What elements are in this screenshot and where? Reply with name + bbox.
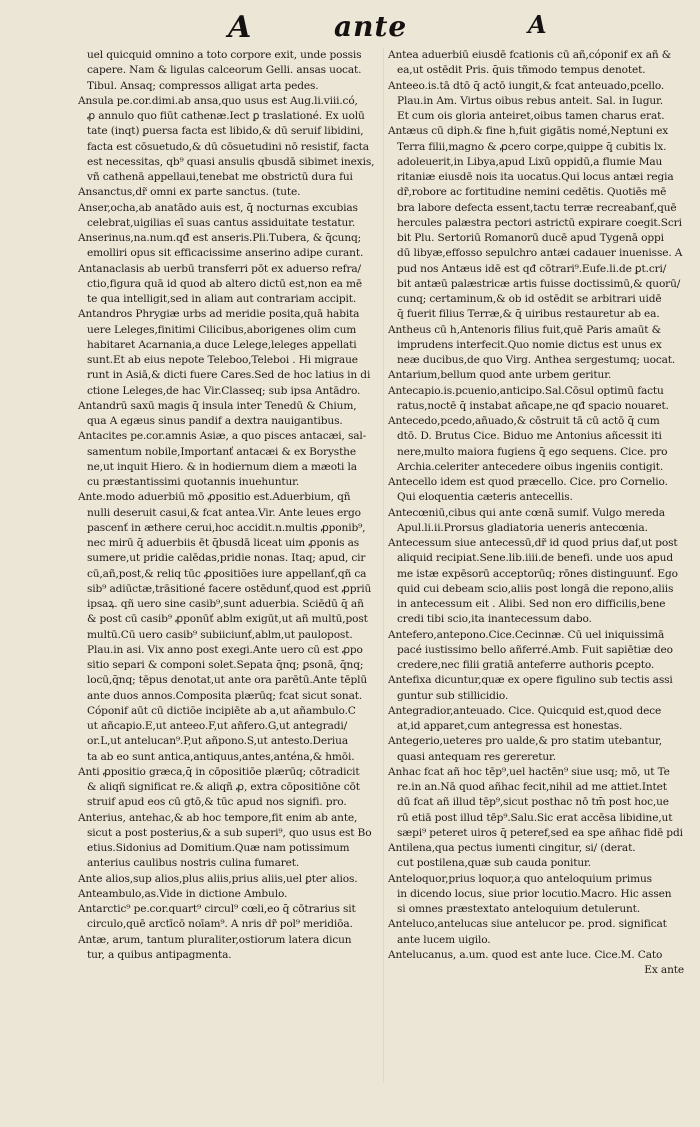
text-line: est necessitas, qb⁹ quasi ansulis qbusdā sibimet inexis, (87, 155, 375, 168)
text-line: Cóponif aūt cū dictiōe incipiēte ab a,ut añambulo.C (87, 704, 356, 717)
text-line: Anti ꝓpositio græca,q̄ in cōpositiōe plærūq; cōtradicit (78, 765, 360, 778)
text-line: ne,ut inquit Hiero. & in hodiernum diem a mæoti la (87, 460, 357, 473)
text-line: in dicendo locus, siue prior locutio.Macro. Hic assen (397, 887, 672, 900)
text-line: ipsaꝝ. qñ uero sine casib⁹,sunt aduerbia. Sciēdū q̄ añ (87, 598, 364, 610)
text-line: Antegerio,ueteres pro ualde,& pro statim utebantur, (388, 735, 662, 748)
text-line: Antegradior,anteuado. Cice. Quicquid est,quod dece (388, 704, 662, 717)
text-line: nec mirū q̄ aduerbiis ēt q̄busdā liceat uim ꝓponis as (87, 537, 360, 549)
text-line: Antecessum siue antecessū,dr̃ id quod prius daf,ut post (388, 537, 678, 549)
text-line: Ante.modo aduerbiū mō ꝓpositio est.Aduerbium, qñ (78, 491, 351, 504)
text-line: facta est cōsuetudo,& dū cōsuetudini nō resistif, facta (87, 140, 369, 153)
text-line: Antæ, arum, tantum pluraliter,ostiorum latera dicun (78, 933, 352, 946)
text-line: vñ cathenā appellaui,tenebat me obstrictū dura fui (87, 171, 353, 183)
text-line: multū.Cū uero casib⁹ subiiciunť,ablm,ut paulopost. (87, 628, 353, 641)
left-column (78, 48, 382, 963)
text-line: Antandrū saxū magis q̄ insula inter Tenedū & Chium, (78, 399, 357, 412)
text-line: Terra filii,magno & ꝓcero corpe,quippe q̄ cubitis lx. (397, 140, 667, 153)
text-line: cut postilena,quæ sub cauda ponitur. (397, 857, 591, 870)
text-line: ꝓ annulo quo fiūt cathenæ.Iect ꝑ traslationé. Ex uolū (87, 110, 365, 122)
text-line: hercules palæstra pectori astrictū expirare coegit.Scri (397, 216, 682, 229)
text-line: Anteloquor,prius loquor,a quo anteloquium primus (388, 872, 652, 885)
text-line: Tibul. Ansaq; compressos alligat arta pedes. (87, 79, 319, 92)
text-line: uel quicquid omnino a toto corpore exit, unde possis (87, 49, 362, 61)
text-line: dr̃,robore ac fortitudine nemini cedētis. Quotiēs mē (397, 186, 667, 199)
text-line: celebrat,uigilias eī suas cantus assiduitate testatur. (87, 216, 356, 229)
right-column (388, 48, 688, 978)
text-line: Anser,ocha,ab anatādo auis est, q̄ nocturnas excubias (78, 201, 358, 214)
text-line: dū libyæ,effosso sepulchro antæi cadauer inuenisse. A (397, 247, 683, 260)
text-line: ctione Leleges,de hac Vir.Classeq; sub ipsa Antādro. (87, 384, 361, 397)
text-line: quid cui debeam scio,aliis post longā die repono,aliis (397, 582, 674, 595)
text-line: sitio separi & componi solet.Sepata q̄nq; ꝑsonā, q̄nq; (87, 659, 364, 671)
text-line: locū,q̄nq; tēpus denotat,ut ante ora parētū.Ante tēplū (87, 674, 368, 687)
text-line: Antheus cū h,Antenoris filius fuit,quē Paris amaūt & (388, 323, 661, 336)
text-line: Antanaclasis ab uerbū transferri pōt ex aduerso refra/ (78, 262, 361, 275)
text-line: si omnes præstextato anteloquium detulerunt. (397, 903, 641, 915)
text-line: Antecœniū,cibus qui ante cœnā sumif. Vulgo mereda (388, 506, 665, 519)
running-header (0, 6, 700, 46)
text-line: pascenť in æthere cerui,hoc accidit.n.multis ꝓponib⁹, (87, 521, 366, 534)
text-line: re.in an.Nā quod añhac fecit,nihil ad me attiet.Intet (397, 781, 667, 793)
text-line: sib⁹ adiūctæ,trāsitioné facere ostēdunť,quod est ꝓpriū (87, 582, 372, 595)
text-line: bit antæū palæstricæ artis fuisse doctissimū,& quorū/ (397, 277, 681, 290)
text-line: Antecello idem est quod præcello. Cice. pro Cornelio. (388, 476, 668, 488)
text-line: cū,añ,post,& reliq tūc ꝓpositiões iure appellanť,qñ ca (87, 567, 367, 580)
text-line: neæ ducibus,de quo Virg. Anthea sergestumq; uocat. (397, 354, 676, 366)
text-line: aliquid recipiat.Sene.lib.iiii.de benefi. unde uos apud (397, 552, 673, 565)
text-line: cu præstantissimi quotannis inuehuntur. (87, 476, 300, 488)
text-line: Antarium,bellum quod ante urbem geritur. (388, 369, 612, 382)
text-line: runt in Asiā,& dicti fuere Cares.Sed de hoc latius in di (87, 369, 371, 382)
text-line: samentum nobile,Importanť antacæi & ex Borysthe (87, 445, 356, 458)
text-line: Antacites pe.cor.amnis Asiæ, a quo pisces antacæi, sal- (78, 430, 367, 443)
text-line: Antefixa dicuntur,quæ ex opere figulino sub tectis assi (388, 674, 673, 687)
text-line: sunt.Et ab eius nepote Teleboo,Teleboi . Hi migraue (87, 354, 358, 366)
text-line: bit Plu. Sertoriū Romanorū ducē apud Tygenā oppi (397, 232, 664, 244)
text-line: tur, a quibus antipagmenta. (87, 948, 232, 961)
text-line: habitaret Acarnania,a duce Lelege,leleges appellati (87, 338, 357, 351)
header-right-initial: A (528, 10, 547, 39)
text-line: Antea aduerbiū eiusdē fcationis cū añ,cóponif ex añ & (388, 49, 672, 61)
text-line: qua A egæus sinus pandif a dextra nauigantibus. (87, 415, 343, 427)
header-left-initial: A (228, 10, 252, 45)
text-line: dtō. D. Brutus Cice. Biduo me Antonius añcessit iti (397, 430, 662, 443)
text-line: ta ab eo sunt antica,antiquus,antes,anténa,& hmōi. (87, 750, 355, 763)
text-line: anterius caulibus nostris culina fumaret. (87, 857, 300, 870)
text-line: Ansula pe.cor.dimi.ab ansa,quo usus est Aug.li.viii.có, (78, 94, 358, 107)
text-line: ut añcapio.E,ut anteeo.F,ut añfero.G,ut antegradi/ (87, 720, 348, 732)
text-line: Anhac fcat añ hoc tēp⁹,uel hactēn⁹ siue usq; mō, ut Te (388, 765, 670, 778)
text-line: Archia.celeriter antecedere oibus ingeniis contigit. (397, 460, 664, 473)
text-line: q̄ fuerit filius Terræ,& q̄ uiribus restauretur ab ea. (397, 308, 660, 321)
text-line: quasi antequam res gereretur. (397, 750, 556, 763)
text-line: adoleuerit,in Libya,apud Lixū oppidū,a flumie Mau (397, 155, 663, 168)
text-line: & aliqñ significat re.& aliqñ ꝓ, extra cōpositiōne cōt (87, 781, 360, 793)
text-line: Ante alios,sup alios,plus aliis,prius aliis,uel ꝑter alios. (78, 872, 358, 885)
text-line: sicut a post posterius,& a sub superi⁹, quo usus est Bo (87, 826, 372, 839)
text-line: etius.Sidonius ad Domitium.Quæ nam potissimum (87, 842, 350, 854)
text-line: Plau.in asi. Vix anno post exegi.Ante uero cū est ꝓpo (87, 643, 363, 656)
text-line: ratus,noctē q̄ instabat añcape,ne qđ spacio nouaret. (397, 399, 669, 412)
text-line: tate (inqt) ꝑuersa facta est libido,& dū seruif libidini, (87, 125, 364, 138)
running-head: ante (334, 10, 408, 43)
text-line: guntur sub stillicidio. (397, 689, 509, 702)
text-line: pud nos Antæus idē est qđ cōtrari⁹.Eufe.li.de ꝑt.cri/ (397, 262, 667, 275)
column-gutter (383, 48, 384, 1083)
text-line: capere. Nam & ligulas calceorum Gelli. ansas uocat. (87, 64, 362, 77)
text-line: credi tibi scio,ita inantecessum dabo. (397, 613, 592, 626)
text-line: sæpi⁹ peteret uiros q̄ peteref,sed ea spe añhac fidē pdi (397, 826, 683, 839)
text-line: ctio,figura quā id quod ab altero dictū est,non ea mē (87, 277, 363, 290)
text-line: sumere,ut pridie calēdas,pridie nonas. Itaq; apud, cir (87, 552, 366, 565)
text-line: Et cum ois gloria anteiret,oibus tamen charus erat. (397, 110, 665, 122)
text-line: Antarctic⁹ pe.cor.quart⁹ circul⁹ cœli,eo q̄ cōtrarius sit (78, 903, 356, 915)
text-line: Antilena,qua pectus iumenti cingitur, si/ (derat. (388, 842, 636, 854)
text-line: dū fcat añ illud tēp⁹,sicut posthac nō tm̄ post hoc,ue (397, 796, 669, 809)
text-line: uere Leleges,finitimi Cilicibus,aborigenes olim cum (87, 323, 357, 336)
text-line: Antelucanus, a.um. quod est ante luce. Cice.M. Cato (388, 948, 663, 961)
text-line: Ansanctus,dr̃ omni ex parte sanctus. (tute. (78, 186, 301, 199)
text-line: at,id apparet,cum antegressa est honestas. (397, 720, 623, 732)
text-line: ea,ut ostēdit Pris. q̄uis tñmodo tempus denotet. (397, 64, 646, 77)
text-line: bra labore defecta essent,tactu terræ recreabanť,quē (397, 201, 677, 214)
text-line: nulli deseruit casui,& fcat antea.Vir. Ante leues ergo (87, 506, 361, 519)
text-line: nere,multo maiora fugiens q̄ ego sequens. Cice. pro (397, 445, 668, 458)
text-line: Antefero,antepono.Cice.Cecinnæ. Cū uel iniquissimā (388, 628, 665, 641)
text-line: ritaniæ eiusdē nois ita uocatus.Qui locus antæi regia (397, 171, 674, 183)
text-line: ante lucem uigilo. (397, 933, 491, 946)
text-line: Qui eloquentia cæteris antecellis. (397, 491, 573, 504)
text-line: Antecapio.is.pcuenio,anticipo.Sal.Cōsul optimū factu (388, 384, 664, 397)
text-line: Antandros Phrygiæ urbs ad meridie posita,quā habita (78, 308, 360, 321)
text-line: Anteeo.is.tā dtō q̄ actō iungit,& fcat anteuado,pcello. (388, 79, 665, 92)
text-line: Anterius, antehac,& ab hoc tempore,fit enim ab ante, (78, 811, 358, 824)
text-line: Anteluco,antelucas siue antelucor pe. prod. significat (388, 918, 667, 931)
text-line: emolliri opus sit efficacissime anserino adipe curant. (87, 247, 364, 260)
text-line: Anserinus,na.num.qđ est anseris.Pli.Tubera, & q̄cunq; (78, 232, 362, 244)
text-line: credere,nec filii gratiā anteferre authoris ꝑcepto. (397, 659, 655, 671)
text-line: in antecessum eit . Alibi. Sed non ero difficilis,bene (397, 598, 666, 610)
text-line: te qua intelligit,sed in aliam aut contrariam accipit. (87, 293, 357, 305)
text-line: Apul.li.ii.Prorsus gladiatoria ueneris antecœnia. (397, 521, 648, 534)
text-line: & post cū casib⁹ ꝓponūť ablm exigūt,ut añ multū,post (87, 613, 368, 626)
text-line: Antæus cū diph.& fine h,fuit gigātis nomé,Neptuni ex (388, 125, 669, 138)
text-line: me istæ expēsorū acceptorūq; rōnes distinguunť. Ego (397, 567, 678, 580)
text-line: imprudens interfecit.Quo nomie dictus est unus ex (397, 338, 662, 351)
text-line: Anteambulo,as.Vide in dictione Ambulo. (78, 887, 288, 900)
text-line: struif apud eos cū gtō,& tūc apud nos signifi. pro. (87, 796, 347, 809)
text-line: ante duos annos.Composita plærūq; fcat sicut sonat. (87, 689, 363, 702)
text-line: Antecedo,pcedo,añuado,& cōstruit tā cū actō q̄ cum (388, 415, 660, 427)
text-line: rū etiā post illud tēp⁹.Salu.Sic erat accēsa libidine,ut (397, 811, 673, 824)
text-line: Ex ante (644, 964, 684, 976)
text-line: cunq; certaminum,& ob id ostēdit se arbitrari uidē (397, 293, 662, 305)
text-line: Plau.in Am. Virtus oibus rebus anteit. Sal. in Iugur. (397, 94, 663, 107)
text-line: or.L,ut antelucan⁹.P,ut añpono.S,ut antesto.Deriua (87, 735, 348, 748)
text-line: pacé iustissimo bello añferré.Amb. Fuit sapiētiæ deo (397, 643, 673, 656)
text-line: circulo,quē arctīcō noīam⁹. A nris dr̃ pol⁹ meridiōa. (87, 918, 353, 931)
